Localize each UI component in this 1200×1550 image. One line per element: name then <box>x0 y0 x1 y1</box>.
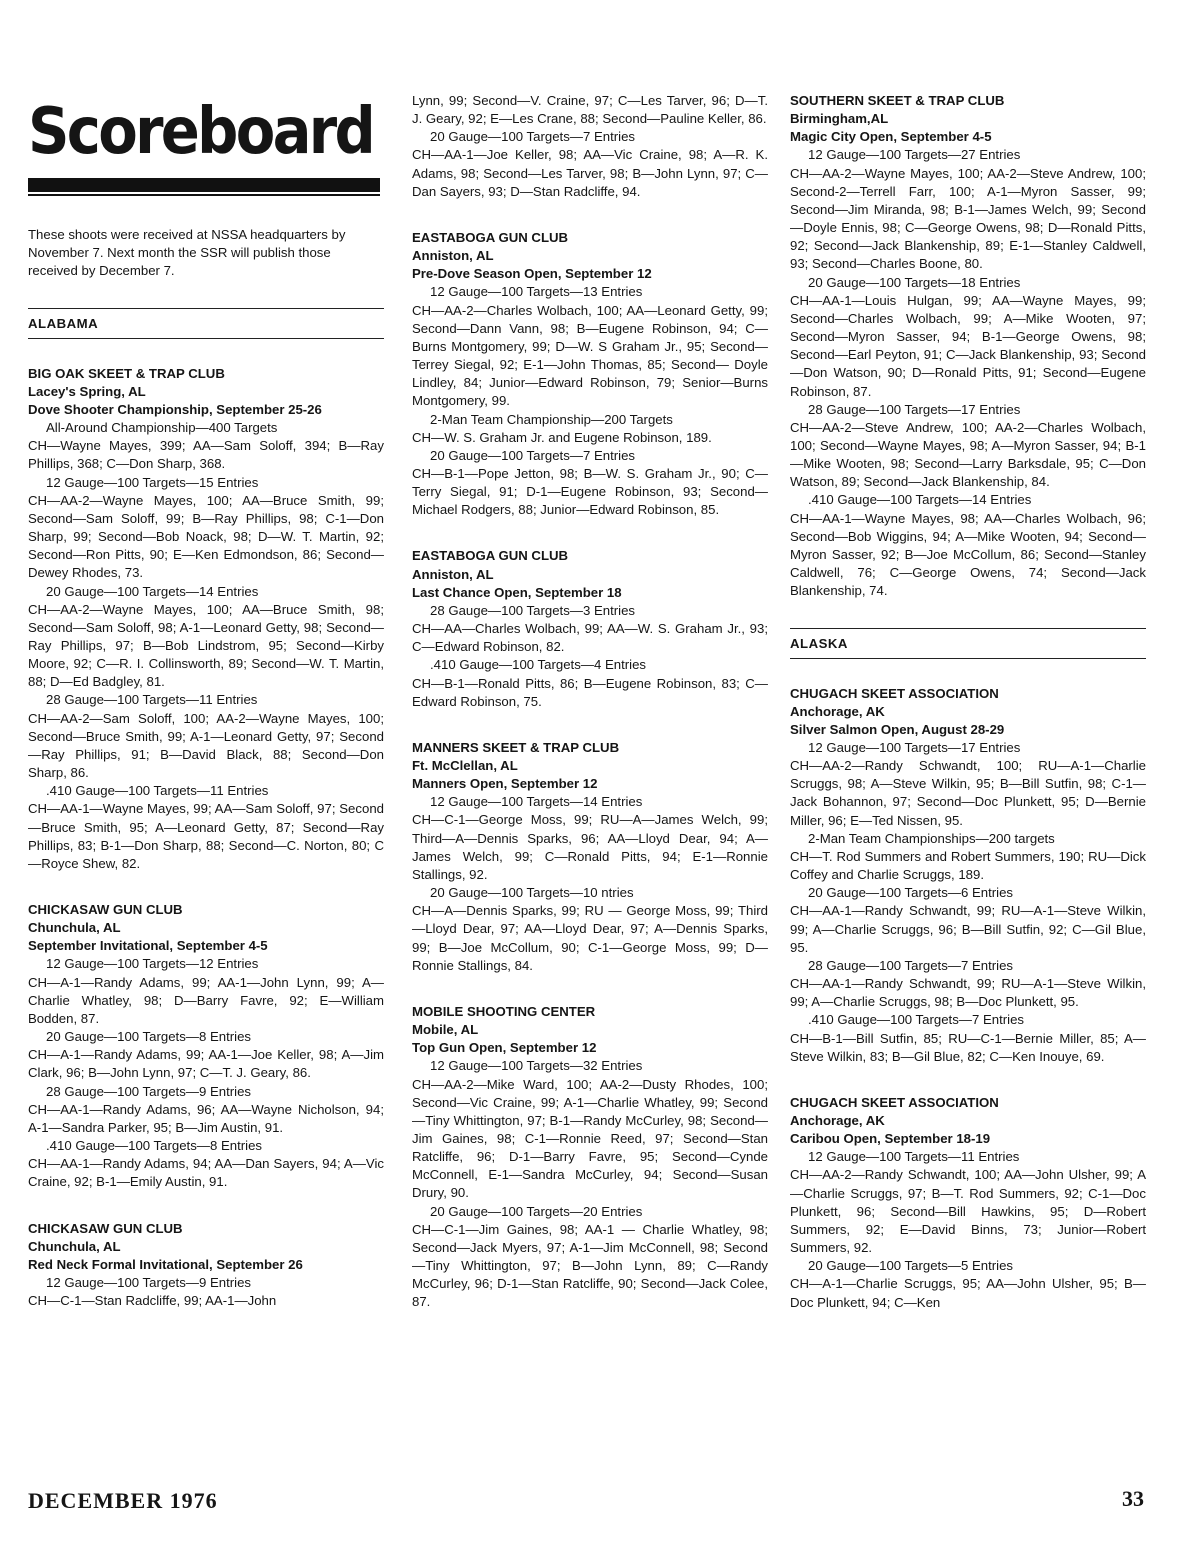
event-heading: .410 Gauge—100 Targets—11 Entries <box>46 783 269 799</box>
event-results: CH—B-1—Pope Jetton, 98; B—W. S. Graham Jr., 90; C—Terry Siegal, 91; D-1—Eugene Robinson, 93; Second—Michael Rodgers, 88; Junior—Edward Robinson, 85. <box>412 465 768 518</box>
event-heading: All-Around Championship—400 Targets <box>46 420 278 436</box>
club-entry <box>412 739 768 975</box>
event-heading: 12 Gauge—100 Targets—12 Entries <box>46 956 259 972</box>
event-heading: 28 Gauge—100 Targets—7 Entries <box>808 957 1014 973</box>
event-heading: 12 Gauge—100 Targets—17 Entries <box>808 740 1021 755</box>
event-results: CH—Wayne Mayes, 399; AA—Sam Soloff, 394; B—Ray Phillips, 368; C—Don Sharp, 368. <box>28 438 384 472</box>
event-heading: 20 Gauge—100 Targets—6 Entries <box>808 885 1014 901</box>
event-heading: 2-Man Team Championship—200 Targets <box>430 411 673 427</box>
event-results: CH—AA-1—Joe Keller, 98; AA—Vic Craine, 98; A—R. K. Adams, 98; Second—Les Tarver, 98; B—John Lynn, 97; C—Dan Sayers, 93; D—Stan Radcliffe, 94. <box>412 147 768 199</box>
club-list <box>790 685 1146 1312</box>
event-heading: 20 Gauge—100 Targets—14 Entries <box>46 583 259 599</box>
event-title: Caribou Open, September 18-19 <box>790 1131 991 1147</box>
event-title: Red Neck Formal Invitational, September 26 <box>28 1256 303 1272</box>
club-name: CHUGACH SKEET ASSOCIATION <box>790 1094 999 1110</box>
column-2 <box>412 92 768 1312</box>
intro-text: These shoots were received at NSSA headquarters by November 7. Next month the SSR will publish those received by December 7. <box>28 227 346 279</box>
club-entry <box>28 365 384 873</box>
event-heading: 12 Gauge—100 Targets—14 Entries <box>430 794 643 810</box>
continuation-text: Lynn, 99; Second—V. Craine, 97; C—Les Tarver, 96; D—T. J. Geary, 92; E—Les Crane, 88; Second—Pauline Keller, 86. <box>412 93 768 127</box>
divider <box>28 338 384 339</box>
club-list <box>790 92 1146 600</box>
event-title: Magic City Open, September 4-5 <box>790 129 992 145</box>
event-heading: 20 Gauge—100 Targets—10 ntries <box>430 885 634 901</box>
event-results: CH—A—Dennis Sparks, 99; RU — George Moss, 99; Third—Lloyd Dear, 97; AA—Lloyd Dear, 97; A—Dennis Sparks, 99; B—Joe McCollum, 90; C-1—George Moss, 99; D—Ronnie Stallings, 84. <box>412 903 768 973</box>
event-heading: 12 Gauge—100 Targets—11 Entries <box>808 1149 1020 1165</box>
event-title: Dove Shooter Championship, September 25-26 <box>28 401 322 417</box>
event-results: CH—C-1—Jim Gaines, 98; AA-1 — Charlie Whatley, 98; Second—Jack Myers, 97; A-1—Jim McConnell, 98; Second—Tiny Whittington, 97; B—John Lynn, 89; C—Randy McCurley, 96; D-1—Stan Ratcliffe, 90; Second—Jack Colee, 87. <box>412 1221 768 1310</box>
event-results: CH—A-1—Randy Adams, 99; AA-1—John Lynn, 99; A—Charlie Whatley, 98; D—Barry Favre, 92; E—William Bodden, 87. <box>28 974 384 1026</box>
event-title: Silver Salmon Open, August 28-29 <box>790 721 1005 737</box>
state-heading: ALABAMA <box>28 316 99 332</box>
club-location: Mobile, AL <box>412 1022 479 1038</box>
event-title: Last Chance Open, September 18 <box>412 584 622 600</box>
event-results: CH—AA-2—Sam Soloff, 100; AA-2—Wayne Mayes, 100; Second—Bruce Smith, 99; A-1—Leonard Getty, 97; Second—Ray Phillips, 91; B—David Black, 88; Second—Don Sharp, 86. <box>28 710 384 781</box>
event-results: CH—A-1—Charlie Scruggs, 95; AA—John Ulsher, 95; B—Doc Plunkett, 94; C—Ken <box>790 1276 1146 1310</box>
event-results: CH—AA-2—Wayne Mayes, 100; AA—Bruce Smith, 99; Second—Sam Soloff, 99; B—Ray Phillips, 98; C-1—Don Sharp, 99; Second—Bob Noack, 98; D—W. T. Martin, 92; Second—Ron Pitts, 90; E—Ken Edmondson, 86; Second—Dewey Rhodes, 73. <box>28 492 384 581</box>
event-title: Top Gun Open, September 12 <box>412 1040 597 1056</box>
club-list <box>412 229 768 1312</box>
masthead-rule-thin <box>28 194 380 196</box>
continuation-events <box>412 128 768 201</box>
club-name: CHUGACH SKEET ASSOCIATION <box>790 685 999 701</box>
club-entry <box>28 1220 384 1311</box>
event-results: CH—AA-2—Steve Andrew, 100; AA-2—Charles Wolbach, 100; Second—Wayne Mayes, 98; A—Myron Sasser, 94; B-1—Mike Wooten, 98; Second—Larry Barksdale, 95; C—Don Watson, 89; Second—Jack Blankenship, 84. <box>790 419 1146 490</box>
club-entry <box>412 229 768 520</box>
event-results: CH—AA—Charles Wolbach, 99; AA—W. S. Graham Jr., 93; C—Edward Robinson, 82. <box>412 621 768 655</box>
column-3 <box>790 92 1146 1312</box>
club-name: MANNERS SKEET & TRAP CLUB <box>412 739 620 755</box>
club-location: Birmingham,AL <box>790 111 889 127</box>
club-location: Lacey's Spring, AL <box>28 383 146 399</box>
event-heading: .410 Gauge—100 Targets—14 Entries <box>808 492 1032 508</box>
event-results: CH—T. Rod Summers and Robert Summers, 190; RU—Dick Coffey and Charlie Scruggs, 189. <box>790 848 1146 883</box>
event-results: CH—C-1—George Moss, 99; RU—A—James Welch, 99; Third—A—Dennis Sparks, 96; AA—Lloyd Dear, 94; A—James Welch, 99; C—Ronald Pitts, 94; E-1—Ronnie Stallings, 92. <box>412 812 768 882</box>
event-heading: 20 Gauge—100 Targets—7 Entries <box>430 447 636 463</box>
event-results: CH—AA-1—Randy Schwandt, 99; RU—A-1—Steve Wilkin, 99; A—Charlie Scruggs, 96; B—Bill Sutfin, 92; C—Gil Blue, 95. <box>790 903 1146 955</box>
event-results: CH—AA-2—Mike Ward, 100; AA-2—Dusty Rhodes, 100; Second—Vic Craine, 99; A-1—Charlie Whatley, 99; Second—Tiny Whittington, 97; B-1—Randy McCurley, 98; Second—Jim Gaines, 98; C-1—Ronnie Reed, 97; Second—Stan Ratcliffe, 96; D-1—Barry Favre, 95; Second—Cynde McConnell, E-1—Sandra McCurley, 94; Second—Susan Drury, 90. <box>412 1076 768 1201</box>
event-results: CH—W. S. Graham Jr. and Eugene Robinson, 189. <box>412 429 712 445</box>
event-heading: 28 Gauge—100 Targets—9 Entries <box>46 1083 252 1099</box>
event-heading: 12 Gauge—100 Targets—13 Entries <box>430 284 643 300</box>
event-results: CH—B-1—Ronald Pitts, 86; B—Eugene Robinson, 83; C—Edward Robinson, 75. <box>412 675 768 709</box>
event-results: CH—A-1—Randy Adams, 99; AA-1—Joe Keller, 98; A—Jim Clark, 96; B—John Lynn, 97; C—T. J. Geary, 86. <box>28 1047 384 1081</box>
event-title: Pre-Dove Season Open, September 12 <box>412 266 652 282</box>
masthead-title: Scoreboard <box>28 95 373 169</box>
club-name: MOBILE SHOOTING CENTER <box>412 1003 596 1019</box>
event-heading: 20 Gauge—100 Targets—5 Entries <box>808 1258 1014 1274</box>
event-heading: 20 Gauge—100 Targets—8 Entries <box>46 1029 252 1045</box>
club-entry <box>790 685 1146 1066</box>
club-location: Anchorage, AK <box>790 1112 885 1128</box>
issue-date: DECEMBER 1976 <box>28 1488 218 1513</box>
page-number: 33 <box>1122 1486 1144 1511</box>
event-results: CH—AA-1—Randy Adams, 94; AA—Dan Sayers, 94; A—Vic Craine, 92; B-1—Emily Austin, 91. <box>28 1156 384 1190</box>
event-heading: .410 Gauge—100 Targets—7 Entries <box>808 1012 1025 1028</box>
divider <box>28 308 384 309</box>
divider <box>790 658 1146 659</box>
club-entry <box>412 547 768 710</box>
event-heading: 28 Gauge—100 Targets—17 Entries <box>808 401 1021 417</box>
state-heading: ALASKA <box>790 636 848 652</box>
event-results: CH—AA-1—Randy Schwandt, 99; RU—A-1—Steve Wilkin, 99; A—Charlie Scruggs, 98; B—Doc Plunkett, 95. <box>790 976 1146 1010</box>
masthead-rule <box>28 178 380 192</box>
event-heading: 20 Gauge—100 Targets—7 Entries <box>430 129 636 145</box>
event-heading: 12 Gauge—100 Targets—15 Entries <box>46 474 259 490</box>
club-name: BIG OAK SKEET & TRAP CLUB <box>28 365 225 381</box>
event-heading: 20 Gauge—100 Targets—20 Entries <box>430 1203 643 1219</box>
event-heading: 12 Gauge—100 Targets—27 Entries <box>808 147 1021 163</box>
event-heading: 2-Man Team Championships—200 targets <box>808 830 1055 846</box>
club-name: CHICKASAW GUN CLUB <box>28 1220 183 1236</box>
divider <box>790 628 1146 629</box>
club-location: Anniston, AL <box>412 248 494 264</box>
event-title: Manners Open, September 12 <box>412 776 598 792</box>
event-results: CH—AA-1—Wayne Mayes, 98; AA—Charles Wolbach, 96; Second—Bob Wiggins, 94; A—Mike Wooten, 94; Second—Myron Sasser, 92; B—Joe McCollum, 86; Second—Stanley Caldwell, 76; C—George Owens, 74; Second—Jack Blankenship, 74. <box>790 510 1146 599</box>
event-title: September Invitational, September 4-5 <box>28 938 268 954</box>
column-1 <box>28 92 384 1310</box>
event-results: CH—AA-1—Louis Hulgan, 99; AA—Wayne Mayes, 99; Second—Charles Wolbach, 99; A—Mike Wooten, 97; Second—Myron Sasser, 94; B-1—George Owens, 98; Second—Earl Peyton, 91; C—Jack Blankenship, 93; Second—Don Watson, 90; D—Ronald Pitts, 91; Second—Eugene Robinson, 87. <box>790 292 1146 399</box>
event-results: CH—B-1—Bill Sutfin, 85; RU—C-1—Bernie Miller, 85; A—Steve Wilkin, 83; B—Gil Blue, 82; C—Ken Inouye, 69. <box>790 1030 1146 1064</box>
event-heading: 28 Gauge—100 Targets—3 Entries <box>430 602 636 618</box>
event-heading: 28 Gauge—100 Targets—11 Entries <box>46 692 258 708</box>
event-results: CH—AA-2—Wayne Mayes, 100; AA—Bruce Smith, 98; Second—Sam Soloff, 98; A-1—Leonard Getty, 98; Second—Ray Phillips, 97; B—Bob Lindstrom, 95; Second—Kirby Moore, 92; C—R. I. Collinsworth, 89; Second—W. T. Martin, 88; D—Ed Badgley, 81. <box>28 601 384 690</box>
event-results: CH—AA-1—Wayne Mayes, 99; AA—Sam Soloff, 97; Second—Bruce Smith, 95; A—Leonard Getty, 87; Second—Ray Phillips, 83; B-1—Don Sharp, 88; Second—C. Norton, 80; C—Royce Shew, 82. <box>28 801 384 871</box>
club-location: Ft. McClellan, AL <box>412 758 518 773</box>
event-heading: 12 Gauge—100 Targets—9 Entries <box>46 1274 252 1290</box>
club-entry <box>412 1003 768 1312</box>
club-list <box>28 365 384 1311</box>
club-entry <box>28 901 384 1192</box>
event-heading: .410 Gauge—100 Targets—4 Entries <box>430 657 647 673</box>
club-name: SOUTHERN SKEET & TRAP CLUB <box>790 93 1005 108</box>
event-results: CH—AA-2—Randy Schwandt, 100; AA—John Ulsher, 99; A—Charlie Scruggs, 97; B—T. Rod Summers, 92; C-1—Doc Plunkett, 96; Second—Bill Hawkins, 95; D—Robert Summers, 92; E—David Binns, 73; Junior—Robert Summers, 92. <box>790 1167 1146 1256</box>
club-name: CHICKASAW GUN CLUB <box>28 902 183 917</box>
event-heading: 20 Gauge—100 Targets—18 Entries <box>808 274 1021 290</box>
event-results: CH—C-1—Stan Radcliffe, 99; AA-1—John <box>28 1293 277 1309</box>
club-location: Chunchula, AL <box>28 920 121 936</box>
event-results: CH—AA-1—Randy Adams, 96; AA—Wayne Nicholson, 94; A-1—Sandra Parker, 95; B—Jim Austin, 91. <box>28 1101 384 1135</box>
club-name: EASTABOGA GUN CLUB <box>412 229 569 245</box>
club-location: Anchorage, AK <box>790 703 885 719</box>
event-heading: .410 Gauge—100 Targets—8 Entries <box>46 1138 263 1154</box>
club-entry <box>790 1094 1146 1312</box>
club-location: Anniston, AL <box>412 566 494 582</box>
event-results: CH—AA-2—Randy Schwandt, 100; RU—A-1—Charlie Scruggs, 98; A—Steve Wilkin, 95; B—Bill Sutfin, 98; C-1—Jack Bohannon, 97; Second—Doc Plunkett, 95; D—Bernie Miller, 96; E—Ted Nissen, 95. <box>790 758 1146 828</box>
club-location: Chunchula, AL <box>28 1238 121 1254</box>
club-entry <box>790 92 1146 600</box>
event-results: CH—AA-2—Wayne Mayes, 100; AA-2—Steve Andrew, 100; Second-2—Terrell Farr, 100; A-1—Myron Sasser, 99; Second—Jim Miranda, 98; B-1—James Welch, 99; Second—Doyle Ennis, 98; C—George Owens, 98; D—Ronald Pitts, 92; Second—Jack Blankenship, 89; E-1—Stanley Caldwell, 93; Second—Charles Boone, 80. <box>790 165 1146 272</box>
event-results: CH—AA-2—Charles Wolbach, 100; AA—Leonard Getty, 99; Second—Dann Vann, 98; B—Eugene Robinson, 94; C—Burns Montgomery, 99; D—W. S Graham Jr., 95; Second—Terrey Siegal, 92; E-1—John Thomas, 85; Second— Doyle Lindley, 84; Junior—Edward Robinson, 79; Senior—Burns Montgomery, 99. <box>412 302 768 409</box>
event-heading: 12 Gauge—100 Targets—32 Entries <box>430 1058 643 1074</box>
club-name: EASTABOGA GUN CLUB <box>412 548 569 564</box>
